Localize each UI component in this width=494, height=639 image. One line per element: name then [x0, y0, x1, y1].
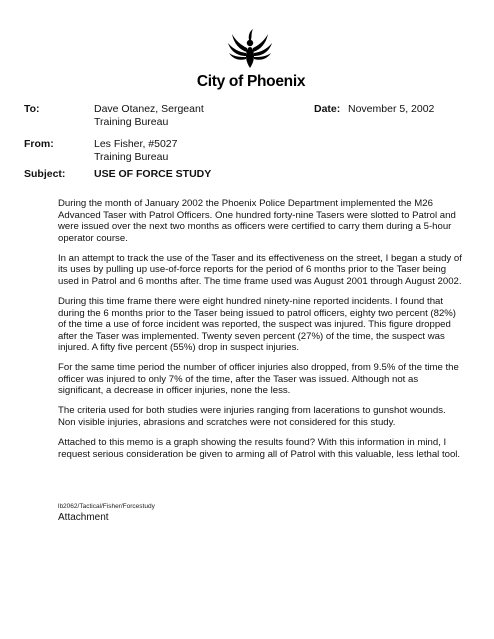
city-logo — [196, 28, 306, 88]
to-name: Dave Otanez, Sergeant — [94, 103, 204, 115]
from-name: Les Fisher, #5027 — [94, 138, 178, 150]
to-department: Training Bureau — [94, 116, 169, 128]
body-paragraph: During the month of January 2002 the Phoenix Police Department implemented the M26 Advanced Taser with Patrol Officers. One hundred forty-nine Tasers were slotted to Patrol and were issued over the next two months as officers were certified to carry them during a 5-hour operator course. — [58, 198, 456, 244]
from-label: From: — [24, 138, 54, 150]
file-reference: lb2062/Tactical/Fisher/Forcestudy — [58, 503, 155, 510]
memo-body — [58, 198, 462, 469]
logo-text: City of Phoenix — [196, 73, 306, 90]
date-value: November 5, 2002 — [348, 103, 435, 115]
subject-value: USE OF FORCE STUDY — [94, 168, 212, 180]
phoenix-bird-icon — [226, 28, 274, 72]
body-paragraph: Attached to this memo is a graph showing the results found? With this information in mind, I request serious consideration be given to arming all of Patrol with this valuable, less lethal tool. — [58, 437, 461, 460]
body-paragraph: The criteria used for both studies were injuries ranging from lacerations to gunshot wounds. Non visible injuries, abrasions and scratches were not considered for this study. — [58, 405, 446, 429]
date-label: Date: — [314, 103, 341, 115]
to-label: To: — [24, 103, 40, 115]
subject-label: Subject: — [24, 168, 66, 180]
from-department: Training Bureau — [94, 151, 169, 163]
body-paragraph: During this time frame there were eight hundred ninety-nine reported incidents. I found that during the 6 months prior to the Taser being issued to patrol officers, eighty two percent (82%) of the time a use of force incident was reported, the suspect was injured. This figure dropped after the Taser was implemented. Twenty seven percent (27%) of the time, the suspect was injured. A fifty five percent (55%) drop in suspect injuries. — [58, 295, 457, 354]
body-paragraph: For the same time period the number of officer injuries also dropped, from 9.5% of the time the officer was injured to only 7% of the time, after the Taser was issued. Although not as significant, a decrease in officer injuries, none the less. — [58, 362, 459, 397]
attachment-label: Attachment — [58, 512, 109, 523]
body-paragraph: In an attempt to track the use of the Taser and its effectiveness on the street, I began a study of its uses by pulling up use-of-force reports for the period of 6 months prior to the Taser being used in Patrol and 6 months after. The time frame used was August 2001 through August 2002. — [58, 252, 462, 287]
